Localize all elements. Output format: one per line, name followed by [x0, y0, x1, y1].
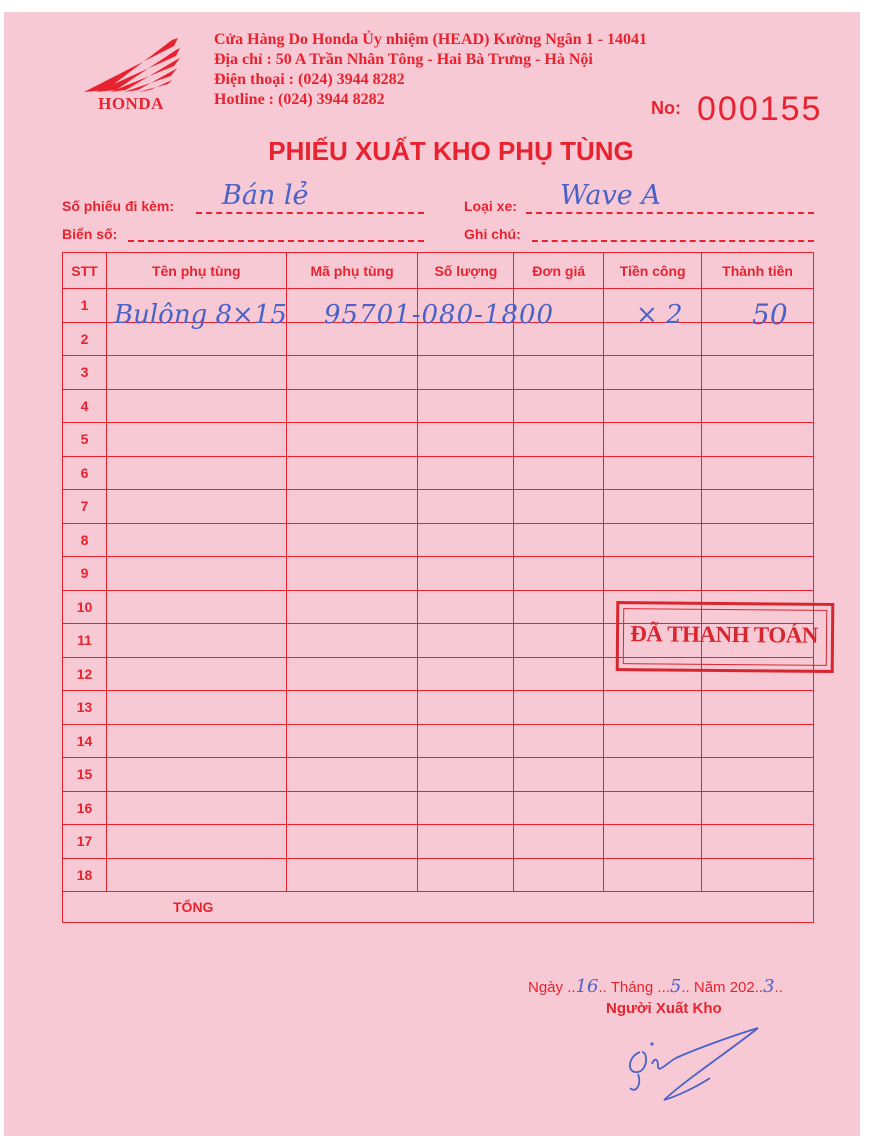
- table-cell: [106, 624, 286, 658]
- table-cell: [106, 423, 286, 457]
- store-header: [214, 30, 647, 110]
- note-line: [532, 240, 814, 242]
- table-cell: [418, 423, 514, 457]
- column-header: Đơn giá: [514, 253, 604, 289]
- row-number: 7: [63, 490, 107, 524]
- table-cell: [514, 490, 604, 524]
- table-cell: [604, 356, 702, 390]
- table-cell: [604, 791, 702, 825]
- table-row: [63, 825, 814, 859]
- table-cell: [106, 523, 286, 557]
- month-value: 5: [669, 976, 682, 997]
- table-cell: [106, 724, 286, 758]
- column-header: Tên phụ tùng: [106, 253, 286, 289]
- table-cell: [418, 590, 514, 624]
- table-header-row: [63, 253, 814, 289]
- attached-slip-line: [196, 212, 424, 214]
- vehicle-type-line: [526, 212, 814, 214]
- column-header: Mã phụ tùng: [286, 253, 418, 289]
- table-cell: [514, 456, 604, 490]
- date-line: Ngày ..16.. Tháng ...5.. Năm 202..3..: [528, 976, 783, 997]
- table-cell: [514, 724, 604, 758]
- plate-number-line: [128, 240, 424, 242]
- table-cell: [286, 691, 418, 725]
- document-title: PHIẾU XUẤT KHO PHỤ TÙNG: [268, 136, 634, 166]
- table-cell: [418, 825, 514, 859]
- table-cell: [286, 456, 418, 490]
- table-cell: [702, 389, 814, 423]
- table-cell: [604, 858, 702, 892]
- table-row: [63, 456, 814, 490]
- table-cell: [604, 490, 702, 524]
- table-cell: [514, 858, 604, 892]
- table-cell: [286, 724, 418, 758]
- table-cell: [514, 557, 604, 591]
- table-cell: [286, 657, 418, 691]
- row-number: 8: [63, 523, 107, 557]
- paid-stamp-text: ĐÃ THANH TOÁN: [630, 621, 819, 648]
- table-row: [63, 758, 814, 792]
- column-header: Thành tiền: [702, 253, 814, 289]
- table-cell: [702, 724, 814, 758]
- table-cell: [514, 791, 604, 825]
- table-cell: [702, 858, 814, 892]
- table-cell: [702, 523, 814, 557]
- table-cell: [702, 691, 814, 725]
- row-number: 16: [63, 791, 107, 825]
- store-hotline: Hotline : (024) 3944 8282: [214, 91, 385, 108]
- table-cell: [418, 456, 514, 490]
- table-cell: [702, 557, 814, 591]
- table-cell: [286, 791, 418, 825]
- table-cell: [106, 490, 286, 524]
- entry-quantity: × 2: [636, 300, 683, 330]
- month-label: Tháng: [610, 979, 654, 996]
- store-address: Địa chỉ : 50 A Trần Nhân Tông - Hai Bà Trưng - Hà Nội: [214, 51, 593, 68]
- table-cell: [106, 356, 286, 390]
- table-cell: [514, 590, 604, 624]
- row-number: 17: [63, 825, 107, 859]
- table-cell: [702, 490, 814, 524]
- vehicle-type-value: Wave A: [560, 180, 661, 211]
- table-cell: [286, 557, 418, 591]
- table-cell: [106, 456, 286, 490]
- honda-logo: [76, 36, 186, 118]
- handwritten-signature: [618, 1022, 768, 1112]
- row-number: 1: [63, 289, 107, 323]
- attached-slip-label: Số phiếu đi kèm:: [62, 198, 175, 214]
- total-row: [63, 892, 814, 923]
- table-cell: [106, 389, 286, 423]
- entry-part-code: 95701-080-1800: [324, 300, 555, 330]
- table-cell: [418, 490, 514, 524]
- table-row: [63, 858, 814, 892]
- table-cell: [106, 791, 286, 825]
- table-cell: [286, 858, 418, 892]
- table-cell: [514, 657, 604, 691]
- paid-stamp: [616, 601, 835, 673]
- table-cell: [286, 490, 418, 524]
- row-number: 10: [63, 590, 107, 624]
- day-value: 16: [575, 976, 599, 997]
- vehicle-type-label: Loại xe:: [464, 198, 517, 214]
- table-cell: [106, 691, 286, 725]
- table-cell: [418, 624, 514, 658]
- table-row: [63, 791, 814, 825]
- table-cell: [418, 356, 514, 390]
- table-cell: [514, 356, 604, 390]
- year-label: Năm 202: [693, 979, 755, 996]
- table-cell: [604, 456, 702, 490]
- row-number: 4: [63, 389, 107, 423]
- table-cell: [286, 825, 418, 859]
- row-number: 14: [63, 724, 107, 758]
- table-cell: [514, 624, 604, 658]
- table-cell: [106, 858, 286, 892]
- table-cell: [286, 389, 418, 423]
- honda-wing-icon: [76, 36, 186, 96]
- table-cell: [604, 691, 702, 725]
- table-cell: [514, 389, 604, 423]
- table-cell: [604, 557, 702, 591]
- row-number: 18: [63, 858, 107, 892]
- table-cell: [702, 791, 814, 825]
- year-value: 3: [763, 976, 775, 997]
- table-cell: [418, 791, 514, 825]
- table-cell: [106, 557, 286, 591]
- table-cell: [418, 523, 514, 557]
- attached-slip-value: Bán lẻ: [222, 180, 309, 211]
- row-number: 5: [63, 423, 107, 457]
- table-row: [63, 423, 814, 457]
- table-cell: [418, 657, 514, 691]
- table-cell: [604, 825, 702, 859]
- store-name: Cửa Hàng Do Honda Ủy nhiệm (HEAD) Kường Ngân 1 - 14041: [214, 31, 647, 48]
- signer-label: Người Xuất Kho: [606, 1000, 722, 1017]
- table-cell: [106, 758, 286, 792]
- table-row: [63, 490, 814, 524]
- table-cell: [702, 423, 814, 457]
- table-cell: [418, 389, 514, 423]
- row-number: 6: [63, 456, 107, 490]
- table-row: [63, 557, 814, 591]
- table-cell: [286, 356, 418, 390]
- store-phone: Điện thoại : (024) 3944 8282: [214, 71, 405, 88]
- table-row: [63, 724, 814, 758]
- note-label: Ghi chú:: [464, 226, 521, 242]
- table-cell: [106, 657, 286, 691]
- column-header: Tiền công: [604, 253, 702, 289]
- row-number: 2: [63, 322, 107, 356]
- table-cell: [514, 758, 604, 792]
- table-cell: [418, 724, 514, 758]
- entry-total: 50: [752, 298, 788, 331]
- day-label: Ngày: [528, 979, 564, 996]
- table-row: [63, 691, 814, 725]
- receipt-number-label: No:: [651, 98, 681, 118]
- table-cell: [702, 456, 814, 490]
- table-cell: [702, 758, 814, 792]
- row-number: 12: [63, 657, 107, 691]
- table-cell: [286, 624, 418, 658]
- table-row: [63, 389, 814, 423]
- table-cell: [286, 590, 418, 624]
- table-cell: [604, 423, 702, 457]
- row-number: 9: [63, 557, 107, 591]
- table-cell: [286, 523, 418, 557]
- table-cell: [702, 356, 814, 390]
- entry-part-name: Bulông 8×15: [114, 300, 287, 330]
- table-cell: [514, 523, 604, 557]
- row-number: 13: [63, 691, 107, 725]
- table-cell: [418, 691, 514, 725]
- table-cell: [286, 423, 418, 457]
- table-cell: [604, 724, 702, 758]
- receipt-number: 000155: [697, 90, 823, 128]
- row-number: 15: [63, 758, 107, 792]
- table-cell: [604, 758, 702, 792]
- table-cell: [514, 423, 604, 457]
- table-row: [63, 356, 814, 390]
- table-cell: [418, 758, 514, 792]
- total-label: TỔNG: [63, 892, 814, 923]
- table-cell: [702, 825, 814, 859]
- table-cell: [604, 523, 702, 557]
- table-cell: [514, 825, 604, 859]
- table-cell: [286, 758, 418, 792]
- row-number: 11: [63, 624, 107, 658]
- column-header: Số lượng: [418, 253, 514, 289]
- row-number: 3: [63, 356, 107, 390]
- logo-wordmark: HONDA: [98, 94, 164, 113]
- table-cell: [418, 557, 514, 591]
- parts-table: [62, 252, 814, 923]
- table-cell: [106, 590, 286, 624]
- table-cell: [106, 825, 286, 859]
- table-cell: [418, 858, 514, 892]
- plate-number-label: Biển số:: [62, 226, 118, 242]
- column-header: STT: [63, 253, 107, 289]
- table-cell: [604, 389, 702, 423]
- table-row: [63, 523, 814, 557]
- table-cell: [514, 691, 604, 725]
